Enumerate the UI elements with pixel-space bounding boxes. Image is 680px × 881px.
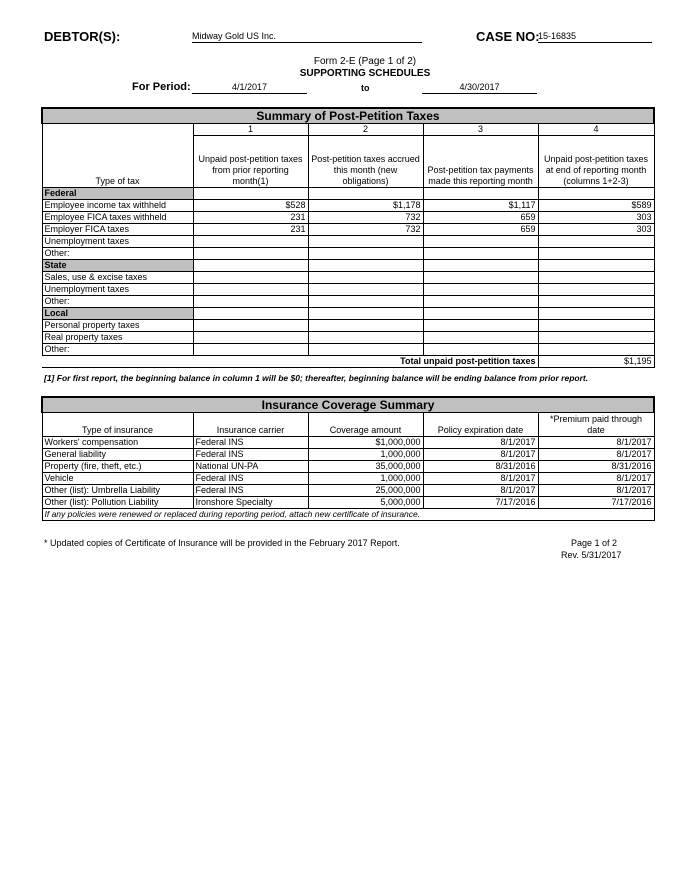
col-header: Post-petition tax payments made this reporting month: [423, 136, 538, 188]
table-cell: 8/1/2017: [423, 437, 538, 449]
col-header: Unpaid post-petition taxes from prior reporting month(1): [193, 136, 308, 188]
period-from: 4/1/2017: [192, 82, 307, 94]
table-cell: Federal INS: [193, 437, 308, 449]
table-row: [42, 332, 654, 344]
table-cell: 8/1/2017: [538, 437, 654, 449]
col-number: 2: [308, 124, 423, 136]
total-value: $1,195: [538, 356, 654, 368]
table-cell: 35,000,000: [308, 461, 423, 473]
table-cell: [538, 320, 654, 332]
table-cell: [538, 272, 654, 284]
table-row: [42, 284, 654, 296]
table-cell: 732: [308, 224, 423, 236]
table-cell: Workers' compensation: [42, 437, 193, 449]
table-cell: [193, 332, 308, 344]
table-row: [42, 224, 654, 236]
form-title: Form 2-E (Page 1 of 2): [313, 56, 417, 67]
table-cell: [538, 296, 654, 308]
table-cell: [538, 248, 654, 260]
table-cell: 8/31/2016: [538, 461, 654, 473]
table-cell: Real property taxes: [42, 332, 193, 344]
table-row: [42, 497, 654, 509]
update-note: * Updated copies of Certificate of Insurance will be provided in the February 2017 Report.: [44, 538, 400, 548]
col-number: 4: [538, 124, 654, 136]
table-cell: [423, 272, 538, 284]
table-cell: Federal INS: [193, 449, 308, 461]
section-federal: Federal: [42, 188, 193, 200]
table-cell: 8/31/2016: [423, 461, 538, 473]
section-state: State: [42, 260, 193, 272]
table-row: [42, 485, 654, 497]
table-cell: [538, 236, 654, 248]
table-cell: [308, 320, 423, 332]
table-cell: 5,000,000: [308, 497, 423, 509]
table-cell: Other:: [42, 344, 193, 356]
table-row: [42, 320, 654, 332]
table-cell: [423, 332, 538, 344]
tax-footnote: [1] For first report, the beginning balance in column 1 will be $0; thereafter, beginning balance will be ending balance from prior report.: [44, 373, 589, 383]
table-cell: Other (list): Umbrella Liability: [42, 485, 193, 497]
table-cell: Property (fire, theft, etc.): [42, 461, 193, 473]
table-cell: 231: [193, 224, 308, 236]
table-cell: [308, 332, 423, 344]
table-cell: 303: [538, 212, 654, 224]
table-cell: [538, 344, 654, 356]
table-cell: [423, 236, 538, 248]
table-cell: [193, 344, 308, 356]
col-header: Policy expiration date: [423, 413, 538, 437]
table-cell: 8/1/2017: [423, 485, 538, 497]
table-cell: Other:: [42, 296, 193, 308]
table-cell: Other (list): Pollution Liability: [42, 497, 193, 509]
table-cell: 8/1/2017: [538, 473, 654, 485]
table-cell: Ironshore Specialty: [193, 497, 308, 509]
section-local: Local: [42, 308, 193, 320]
table-cell: 8/1/2017: [423, 473, 538, 485]
col-header: Coverage amount: [308, 413, 423, 437]
table-cell: $589: [538, 200, 654, 212]
table-cell: $1,117: [423, 200, 538, 212]
period-label: For Period:: [132, 81, 191, 93]
table-cell: Unemployment taxes: [42, 284, 193, 296]
page-number: Page 1 of 2: [571, 538, 618, 548]
table-cell: 8/1/2017: [538, 485, 654, 497]
table-cell: Personal property taxes: [42, 320, 193, 332]
table-cell: 7/17/2016: [538, 497, 654, 509]
insurance-note: If any policies were renewed or replaced during reporting period, attach new certificate of insurance.: [42, 509, 654, 521]
table-cell: $1,000,000: [308, 437, 423, 449]
table-row: [42, 437, 654, 449]
tax-type-header: Type of tax: [42, 124, 193, 188]
debtor-value: Midway Gold US Inc.: [192, 31, 422, 43]
table-cell: National UN-PA: [193, 461, 308, 473]
insurance-coverage-table: [41, 396, 655, 521]
table-cell: Employee FICA taxes withheld: [42, 212, 193, 224]
table-cell: Sales, use & excise taxes: [42, 272, 193, 284]
table-cell: [538, 284, 654, 296]
table-cell: 659: [423, 212, 538, 224]
table-cell: [423, 284, 538, 296]
table-cell: [308, 248, 423, 260]
table-cell: Federal INS: [193, 485, 308, 497]
table-cell: 231: [193, 212, 308, 224]
table-row: [42, 272, 654, 284]
col-header: Unpaid post-petition taxes at end of reporting month (columns 1+2-3): [538, 136, 654, 188]
col-header: *Premium paid through date: [538, 413, 654, 437]
table-cell: [308, 296, 423, 308]
table-row: [42, 248, 654, 260]
table-row: [42, 449, 654, 461]
table-cell: [193, 320, 308, 332]
table-cell: 1,000,000: [308, 449, 423, 461]
debtor-label: DEBTOR(S):: [44, 29, 121, 44]
table-cell: [193, 296, 308, 308]
table-row: [42, 344, 654, 356]
revision-date: Rev. 5/31/2017: [561, 550, 622, 560]
table-cell: Vehicle: [42, 473, 193, 485]
table-cell: 8/1/2017: [423, 449, 538, 461]
table-cell: 1,000,000: [308, 473, 423, 485]
table-cell: 8/1/2017: [538, 449, 654, 461]
post-petition-taxes-table: [41, 107, 655, 368]
table-cell: [308, 284, 423, 296]
table-cell: [423, 344, 538, 356]
table-cell: Unemployment taxes: [42, 236, 193, 248]
table-cell: [423, 320, 538, 332]
table-cell: [193, 284, 308, 296]
table-cell: [308, 236, 423, 248]
table-cell: 659: [423, 224, 538, 236]
table-row: [42, 200, 654, 212]
table-cell: [193, 272, 308, 284]
taxes-title: Summary of Post-Petition Taxes: [42, 108, 654, 124]
total-label: Total unpaid post-petition taxes: [42, 356, 538, 368]
table-cell: 732: [308, 212, 423, 224]
col-header: Type of insurance: [42, 413, 193, 437]
table-row: [42, 296, 654, 308]
table-row: [42, 473, 654, 485]
table-cell: Employee income tax withheld: [42, 200, 193, 212]
table-cell: [308, 344, 423, 356]
insurance-title: Insurance Coverage Summary: [42, 397, 654, 413]
table-row: [42, 461, 654, 473]
table-cell: Federal INS: [193, 473, 308, 485]
table-cell: $1,178: [308, 200, 423, 212]
table-cell: [423, 296, 538, 308]
table-cell: 25,000,000: [308, 485, 423, 497]
col-header: Post-petition taxes accrued this month (new obligations): [308, 136, 423, 188]
col-header: Insurance carrier: [193, 413, 308, 437]
case-value: 15-16835: [538, 31, 652, 43]
table-cell: $528: [193, 200, 308, 212]
col-number: 1: [193, 124, 308, 136]
table-row: [42, 212, 654, 224]
table-cell: Employer FICA taxes: [42, 224, 193, 236]
table-cell: 7/17/2016: [423, 497, 538, 509]
col-number: 3: [423, 124, 538, 136]
case-label: CASE NO:: [476, 29, 540, 44]
table-cell: [193, 236, 308, 248]
table-cell: [193, 248, 308, 260]
form-subtitle: SUPPORTING SCHEDULES: [299, 68, 431, 79]
table-cell: General liability: [42, 449, 193, 461]
period-to-label: to: [361, 83, 370, 93]
table-cell: [308, 272, 423, 284]
table-row: [42, 236, 654, 248]
table-cell: 303: [538, 224, 654, 236]
table-cell: [538, 332, 654, 344]
table-cell: [423, 248, 538, 260]
period-to: 4/30/2017: [422, 82, 537, 94]
table-cell: Other:: [42, 248, 193, 260]
